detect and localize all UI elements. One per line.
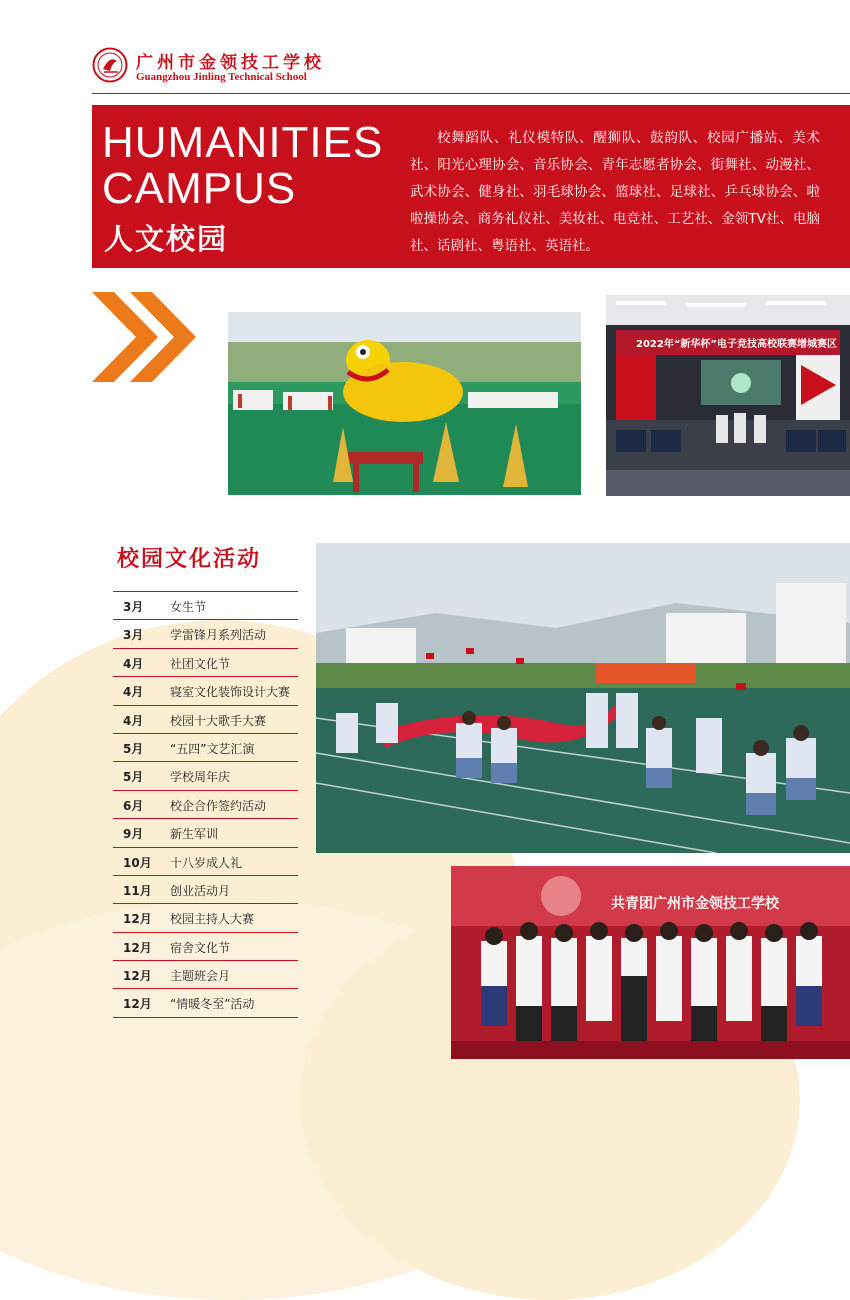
activity-month: 4月: [123, 656, 144, 671]
activity-row: [113, 591, 298, 620]
humanities-banner: [92, 105, 850, 268]
activity-row: [113, 677, 298, 705]
activity-name: “情暖冬至”活动: [170, 997, 255, 1012]
activity-row: [113, 819, 298, 847]
activity-row: [113, 876, 298, 904]
header-divider: [92, 93, 850, 94]
activity-row: [113, 620, 298, 648]
activity-name: “五四”文艺汇演: [170, 741, 255, 756]
activity-row: [113, 734, 298, 762]
activity-row: [113, 649, 298, 677]
banner-title-en-line2: CAMPUS: [102, 164, 297, 213]
activity-month: 11月: [123, 883, 152, 898]
activity-month: 5月: [123, 741, 144, 756]
activity-month: 12月: [123, 912, 152, 927]
activity-row: [113, 904, 298, 932]
activity-month: 10月: [123, 855, 152, 870]
activities-list: [113, 591, 298, 1018]
banner-title-en-line1: HUMANITIES: [102, 118, 384, 167]
activity-name: 学雷锋月系列活动: [170, 628, 267, 643]
school-name-cn: 广州市金领技工学校: [136, 53, 325, 73]
activity-name: 创业活动月: [170, 883, 231, 898]
ceremony-banner-text: 共青团广州市金领技工学校: [611, 896, 779, 912]
ceremony-photo: [451, 866, 850, 1059]
esports-banner-text: 2022年“新华杯”电子竞技高校联赛增城赛区: [636, 339, 837, 350]
activity-name: 寝室文化装饰设计大赛: [170, 685, 291, 700]
activity-row: [113, 791, 298, 819]
activity-name: 十八岁成人礼: [170, 855, 243, 870]
activity-row: [113, 933, 298, 961]
activity-month: 12月: [123, 969, 152, 984]
activity-row: [113, 848, 298, 876]
activity-month: 9月: [123, 827, 144, 842]
lion-dance-photo: [228, 312, 581, 495]
activity-month: 3月: [123, 600, 144, 614]
activity-name: 社团文化节: [170, 656, 231, 671]
activity-row: [113, 706, 298, 734]
activity-month: 5月: [123, 770, 144, 785]
activity-name: 新生军训: [170, 827, 219, 842]
activity-row: [113, 762, 298, 790]
activity-name: 主题班会月: [170, 969, 231, 984]
school-name-en: Guangzhou Jinling Technical School: [136, 71, 307, 83]
activity-name: 学校周年庆: [170, 770, 231, 785]
activity-month: 4月: [123, 685, 144, 700]
activity-month: 4月: [123, 713, 144, 728]
activity-month: 12月: [123, 997, 152, 1012]
activities-title: 校园文化活动: [117, 547, 262, 572]
field-performance-photo: [316, 543, 850, 853]
activity-row: [113, 989, 298, 1017]
activity-month: 6月: [123, 798, 144, 813]
activity-month: 12月: [123, 940, 152, 955]
double-chevron-icon: [92, 292, 196, 382]
esports-photo: [606, 295, 850, 496]
activity-row: [113, 961, 298, 989]
activity-month: 3月: [123, 628, 144, 643]
activity-name: 校园十大歌手大赛: [170, 713, 267, 728]
school-logo-icon: [92, 47, 128, 83]
activity-name: 宿舍文化节: [170, 940, 231, 955]
activity-name: 校园主持人大赛: [170, 912, 255, 927]
banner-title-cn: 人文校园: [104, 222, 229, 256]
banner-description: 校舞蹈队、礼仪模特队、醒狮队、鼓韵队、校园广播站、美术社、阳光心理协会、音乐协会、青年志愿者协会、街舞社、动漫社、武术协会、健身社、羽毛球协会、篮球社、足球社、乒乓球协会、啦啦操协会、商务礼仪社、美妆社、电竞社、工艺社、金领TV社、电脑社、话剧社、粤语社、英语社。: [410, 130, 820, 254]
activity-name: 校企合作签约活动: [170, 798, 267, 813]
activity-name: 女生节: [170, 600, 207, 614]
